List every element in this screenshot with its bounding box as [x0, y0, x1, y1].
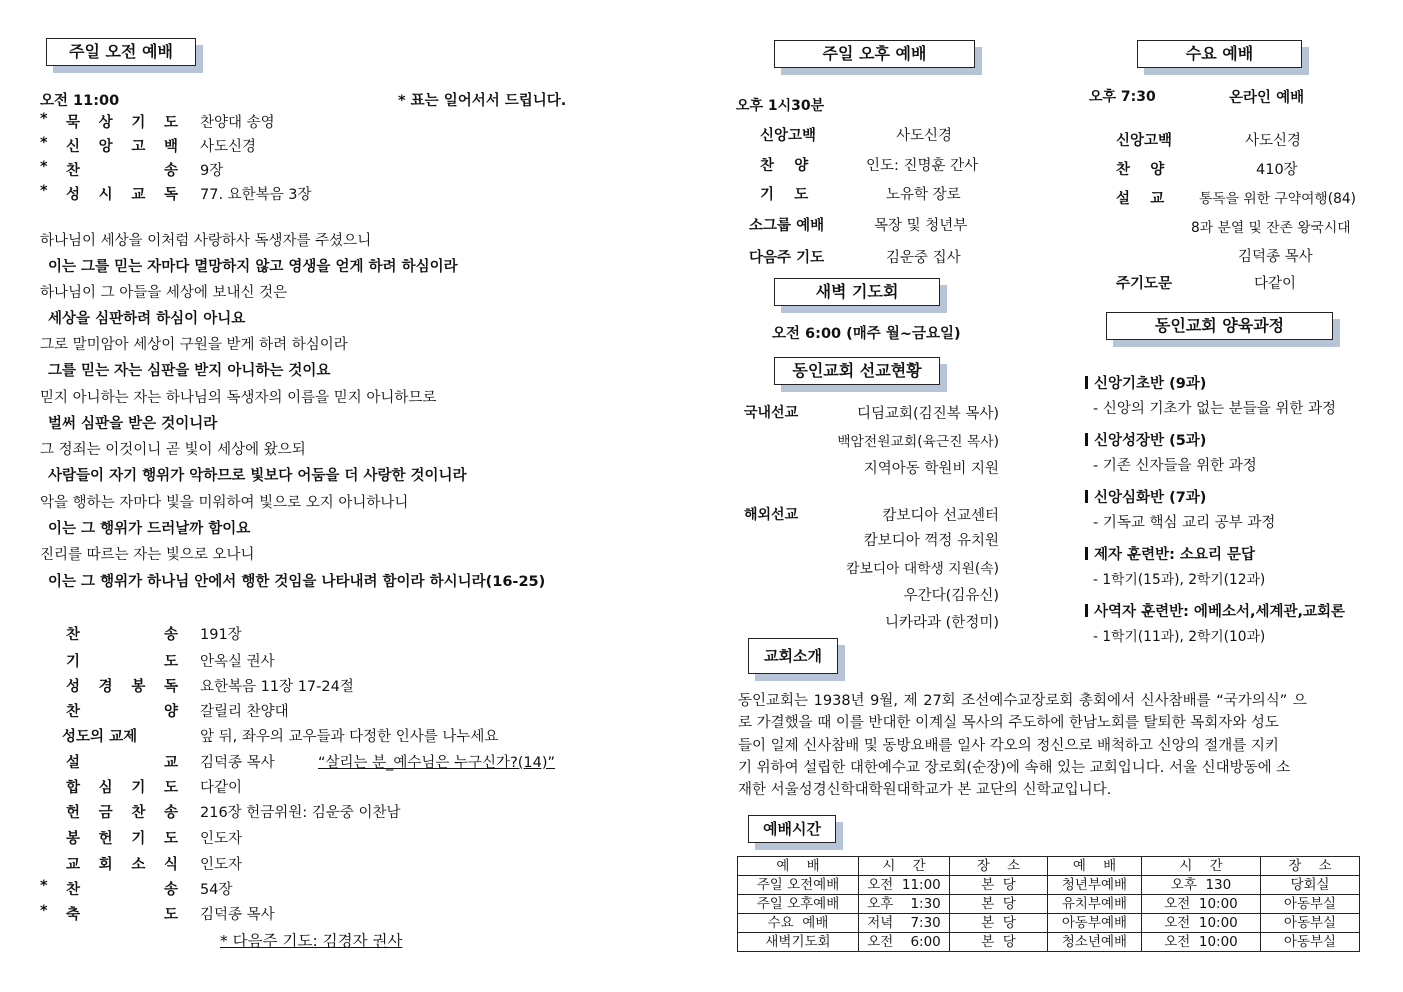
course-desc: - 기존 신자들을 위한 과정	[1093, 458, 1257, 474]
order-label: 찬 양	[1116, 162, 1165, 178]
bar-marker-icon	[1085, 547, 1088, 560]
mission-heading	[774, 357, 940, 385]
order-label-char: 묵	[66, 115, 81, 131]
order-label-char: 교	[66, 857, 81, 873]
order-label-char: 금	[98, 805, 113, 821]
reading-line-leader: 믿지 아니하는 자는 하나님의 독생자의 이름을 믿지 아니하므로	[40, 390, 437, 406]
church-intro-title: 교회소개	[764, 647, 822, 665]
training-heading	[1106, 312, 1333, 340]
table-row	[738, 876, 1360, 895]
order-mark: *	[40, 903, 48, 919]
table-cell: 주일 오후예배	[738, 895, 859, 914]
order-value: 9장	[200, 163, 224, 179]
table-cell: 본 당	[950, 914, 1048, 933]
mission-item: 캄보디아 대학생 지원(속)	[846, 561, 999, 577]
bar-marker-icon	[1085, 604, 1088, 617]
reading-line-congregation: 그를 믿는 자는 심판을 받지 아니하는 것이요	[48, 363, 331, 379]
order-label-char: 교	[163, 755, 178, 771]
order-label-char: 헌	[66, 805, 81, 821]
order-label-char: 기	[131, 115, 146, 131]
table-cell: 본 당	[950, 933, 1048, 952]
order-value: 찬양대 송영	[200, 115, 275, 131]
table-row	[738, 914, 1360, 933]
table-header-row	[738, 857, 1360, 876]
table-cell: 청소년예배	[1048, 933, 1142, 952]
order-label-char: 찬	[66, 627, 81, 643]
order-label-char: 송	[163, 882, 178, 898]
course-name-text: 신앙심화반 (7과)	[1094, 490, 1207, 506]
intro-line: 로 가결했을 때 이를 반대한 이계실 목사의 주도하에 한남노회를 탈퇴한 목회자와 성도	[738, 715, 1279, 731]
reading-line-leader: 악을 행하는 자마다 빛을 미워하여 빛으로 오지 아니하나니	[40, 495, 409, 511]
schedule-heading	[748, 815, 836, 843]
mission-item: 캄보디아 꺽정 유치원	[863, 533, 999, 549]
order-label: 소그룹 예배	[749, 218, 825, 234]
table-cell: 주일 오전예배	[738, 876, 859, 895]
order-label: 성도의 교제	[62, 729, 138, 745]
course-name	[1085, 486, 1206, 507]
church-intro-heading	[748, 638, 838, 674]
order-label-char: 교	[131, 187, 146, 203]
table-cell: 오후 130	[1142, 876, 1261, 895]
order-label-char: 찬	[131, 805, 146, 821]
order-label-char: 설	[66, 755, 81, 771]
order-value: 54장	[200, 882, 233, 898]
morning-service-title: 주일 오전 예배	[69, 42, 173, 61]
order-label-char: 백	[163, 139, 178, 155]
table-cell: 유치부예배	[1048, 895, 1142, 914]
afternoon-service-heading	[774, 40, 975, 68]
overseas-mission-label: 해외선교	[744, 507, 799, 523]
order-label	[66, 183, 178, 204]
order-mark: *	[40, 111, 48, 127]
reading-line-leader: 하나님이 세상을 이처럼 사랑하사 독생자를 주셨으니	[40, 233, 372, 249]
mission-item: 백암전원교회(육근진 목사)	[837, 434, 999, 450]
schedule-title: 예배시간	[763, 820, 821, 838]
order-value: 통독을 위한 구약여행(84)	[1199, 191, 1357, 207]
table-row	[738, 933, 1360, 952]
order-label-char: 찬	[66, 704, 81, 720]
order-mark: *	[40, 135, 48, 151]
order-label-char: 식	[163, 857, 178, 873]
reading-line-congregation: 이는 그 행위가 하나님 안에서 행한 것임을 나타내려 함이라 하시니라(16-25)	[48, 574, 546, 590]
order-label: 찬 양	[760, 158, 809, 174]
order-label-char: 기	[66, 654, 81, 670]
reading-line-congregation: 벌써 심판을 받은 것이니라	[48, 416, 218, 432]
order-label-char: 도	[163, 831, 178, 847]
mission-item: 캄보디아 선교센터	[882, 508, 999, 524]
order-value: 인도자	[200, 857, 243, 873]
order-value: 목장 및 청년부	[874, 218, 968, 234]
table-cell: 수요 예배	[738, 914, 859, 933]
order-value: 앞 뒤, 좌우의 교우들과 다정한 인사를 나누세요	[200, 729, 499, 745]
intro-line: 기 위하여 설립한 대한예수교 장로회(순장)에 속해 있는 교회입니다. 서울 신대방동에 소	[738, 760, 1291, 776]
order-label-char: 고	[131, 139, 146, 155]
table-cell: 아동부실	[1261, 895, 1360, 914]
order-label-char: 송	[163, 627, 178, 643]
order-value: 191장	[200, 627, 242, 643]
order-label	[66, 878, 178, 899]
wednesday-sermon-sub: 8과 분열 및 잔존 왕국시대	[1191, 220, 1351, 236]
table-header-cell: 장 소	[950, 857, 1048, 876]
course-name	[1085, 600, 1345, 621]
order-label-char: 양	[163, 704, 178, 720]
order-label-char: 회	[98, 857, 113, 873]
order-label-char: 경	[98, 679, 113, 695]
table-header-cell: 예 배	[738, 857, 859, 876]
order-label: 주기도문	[1116, 276, 1173, 292]
order-value: 사도신경	[896, 128, 953, 144]
order-label	[66, 135, 178, 156]
course-name-text: 제자 훈련반: 소요리 문답	[1094, 547, 1256, 563]
order-label	[66, 801, 178, 822]
order-value: 216장 헌금위원: 김운중 이찬남	[200, 805, 401, 821]
order-label-char: 송	[163, 805, 178, 821]
order-label: 설 교	[1116, 191, 1165, 207]
course-desc: - 1학기(11과), 2학기(10과)	[1093, 629, 1266, 645]
course-name	[1085, 429, 1206, 450]
table-cell: 오전 10:00	[1142, 933, 1261, 952]
table-header-cell: 시 간	[859, 857, 950, 876]
order-label-char: 도	[163, 115, 178, 131]
order-label: 신앙고백	[760, 128, 817, 144]
order-value: 다같이	[1254, 276, 1297, 292]
order-value: 다같이	[200, 780, 243, 796]
bar-marker-icon	[1085, 376, 1088, 389]
order-label-char: 찬	[66, 882, 81, 898]
order-value: 인도: 진명훈 간사	[866, 158, 979, 174]
table-cell: 아동부실	[1261, 914, 1360, 933]
order-label	[66, 827, 178, 848]
mission-item: 지역아동 학원비 지원	[863, 461, 999, 477]
reading-line-congregation: 이는 그 행위가 드러날까 함이요	[48, 521, 251, 537]
order-label	[66, 776, 178, 797]
order-label-char: 기	[131, 780, 146, 796]
order-label	[66, 650, 178, 671]
reading-line-congregation: 세상을 심판하려 하심이 아니요	[48, 311, 246, 327]
order-value: 갈릴리 찬양대	[200, 704, 289, 720]
mission-item: 우간다(김유신)	[903, 588, 999, 604]
order-label-char: 봉	[66, 831, 81, 847]
order-label-char: 독	[163, 187, 178, 203]
next-week-prayer: * 다음주 기도: 김경자 권사	[220, 932, 403, 950]
order-label-char: 성	[66, 187, 81, 203]
course-name-text: 사역자 훈련반: 에베소서,세계관,교회론	[1094, 604, 1346, 620]
course-desc: - 기독교 핵심 교리 공부 과정	[1093, 515, 1276, 531]
wednesday-service-time: 오후 7:30	[1089, 89, 1156, 105]
table-row	[738, 895, 1360, 914]
order-label-char: 봉	[131, 679, 146, 695]
order-label-char: 소	[131, 857, 146, 873]
order-value: 김덕종 목사	[200, 907, 275, 923]
table-cell: 오후 1:30	[859, 895, 950, 914]
order-label-char: 헌	[98, 831, 113, 847]
order-label-char: 시	[98, 187, 113, 203]
order-label-char: 찬	[66, 163, 81, 179]
order-label: 기 도	[760, 187, 809, 203]
order-label-char: 도	[163, 654, 178, 670]
order-label-char: 신	[66, 139, 81, 155]
table-cell: 새벽기도회	[738, 933, 859, 952]
order-value: 노유학 장로	[886, 187, 961, 203]
table-cell: 본 당	[950, 895, 1048, 914]
reading-line-congregation: 이는 그를 믿는 자마다 멸망하지 않고 영생을 얻게 하려 하심이라	[48, 259, 458, 275]
table-cell: 오전 10:00	[1142, 914, 1261, 933]
table-cell: 오전 10:00	[1142, 895, 1261, 914]
order-value: 사도신경	[1245, 133, 1302, 149]
reading-line-leader: 그로 말미암아 세상이 구원을 받게 하려 하심이라	[40, 337, 348, 353]
afternoon-service-title: 주일 오후 예배	[822, 44, 927, 63]
order-label	[66, 751, 178, 772]
wednesday-service-mode: 온라인 예배	[1229, 90, 1305, 106]
order-label-char: 축	[66, 907, 81, 923]
domestic-mission-label: 국내선교	[744, 405, 799, 421]
order-value: 77. 요한복음 3장	[200, 187, 312, 203]
reading-line-leader: 하나님이 그 아들을 세상에 보내신 것은	[40, 285, 288, 301]
order-label: 신앙고백	[1116, 133, 1173, 149]
course-name	[1085, 543, 1255, 564]
wednesday-service-heading	[1137, 40, 1302, 68]
reading-line-leader: 진리를 따르는 자는 빛으로 오나니	[40, 547, 255, 563]
order-label	[66, 700, 178, 721]
order-label-char: 앙	[98, 139, 113, 155]
order-label-char: 상	[98, 115, 113, 131]
wednesday-preacher: 김덕종 목사	[1238, 249, 1313, 265]
order-mark: *	[40, 878, 48, 894]
order-value: 안옥실 권사	[200, 654, 275, 670]
order-value: 김운중 집사	[886, 250, 961, 266]
intro-line: 재한 서울성경신학대학원대학교가 본 교단의 신학교입니다.	[738, 782, 1112, 798]
order-mark: *	[40, 159, 48, 175]
mission-title: 동인교회 선교현황	[792, 361, 922, 380]
order-label	[66, 623, 178, 644]
order-value: 인도자	[200, 831, 243, 847]
order-label-char: 심	[98, 780, 113, 796]
course-desc: - 신앙의 기초가 없는 분들을 위한 과정	[1093, 401, 1336, 417]
order-label-char: 성	[66, 679, 81, 695]
table-header-cell: 시 간	[1142, 857, 1261, 876]
order-label	[66, 903, 178, 924]
afternoon-service-time: 오후 1시30분	[736, 98, 825, 114]
dawn-prayer-title: 새벽 기도회	[815, 282, 899, 301]
order-value: 사도신경	[200, 139, 257, 155]
table-header-cell: 장 소	[1261, 857, 1360, 876]
order-value: 요한복음 11장 17-24절	[200, 679, 354, 695]
order-label	[66, 111, 178, 132]
table-cell: 저녁 7:30	[859, 914, 950, 933]
order-label	[66, 853, 178, 874]
table-cell: 오전 6:00	[859, 933, 950, 952]
wednesday-service-title: 수요 예배	[1185, 44, 1254, 63]
order-label: 다음주 기도	[749, 250, 825, 266]
table-cell: 아동부실	[1261, 933, 1360, 952]
dawn-prayer-heading	[774, 278, 940, 306]
intro-line: 동인교회는 1938년 9월, 제 27회 조선예수교장로회 총회에서 신사참배를 “국가의식” 으	[738, 693, 1307, 709]
table-cell: 청년부예배	[1048, 876, 1142, 895]
order-label-char: 기	[131, 831, 146, 847]
order-label-char: 송	[163, 163, 178, 179]
morning-service-heading	[46, 38, 196, 66]
course-name-text: 신앙기초반 (9과)	[1094, 376, 1207, 392]
course-name	[1085, 372, 1206, 393]
table-cell: 아동부예배	[1048, 914, 1142, 933]
mission-item: 디딤교회(김진복 목사)	[857, 406, 999, 422]
table-cell: 오전 11:00	[859, 876, 950, 895]
standing-note: * 표는 일어서서 드립니다.	[398, 93, 567, 109]
order-label-char: 도	[163, 907, 178, 923]
morning-service-time: 오전 11:00	[40, 93, 120, 109]
order-label	[66, 675, 178, 696]
order-label-char: 독	[163, 679, 178, 695]
order-label	[66, 159, 178, 180]
mission-item: 니카라과 (한정미)	[885, 615, 999, 631]
order-label-char: 합	[66, 780, 81, 796]
table-header-cell: 예 배	[1048, 857, 1142, 876]
training-title: 동인교회 양육과정	[1154, 316, 1285, 335]
order-label-char: 도	[163, 780, 178, 796]
intro-line: 들이 일제 신사참배 및 동방요배를 일사 각오의 정신으로 배척하고 신앙의 절개를 지키	[738, 738, 1279, 754]
table-cell: 본 당	[950, 876, 1048, 895]
dawn-prayer-time: 오전 6:00 (매주 월~금요일)	[772, 326, 961, 342]
order-value: 410장	[1256, 162, 1298, 178]
table-cell: 당회실	[1261, 876, 1360, 895]
sermon-title: “살리는 분_예수님은 누구신가?(14)”	[318, 755, 556, 771]
course-name-text: 신앙성장반 (5과)	[1094, 433, 1207, 449]
schedule-table	[737, 856, 1360, 952]
order-mark: *	[40, 183, 48, 199]
course-desc: - 1학기(15과), 2학기(12과)	[1093, 572, 1266, 588]
order-value: 김덕종 목사	[200, 755, 275, 771]
reading-line-leader: 그 정죄는 이것이니 곧 빛이 세상에 왔으되	[40, 442, 306, 458]
bar-marker-icon	[1085, 490, 1088, 503]
reading-line-congregation: 사람들이 자기 행위가 악하므로 빛보다 어둠을 더 사랑한 것이니라	[48, 468, 467, 484]
bar-marker-icon	[1085, 433, 1088, 446]
